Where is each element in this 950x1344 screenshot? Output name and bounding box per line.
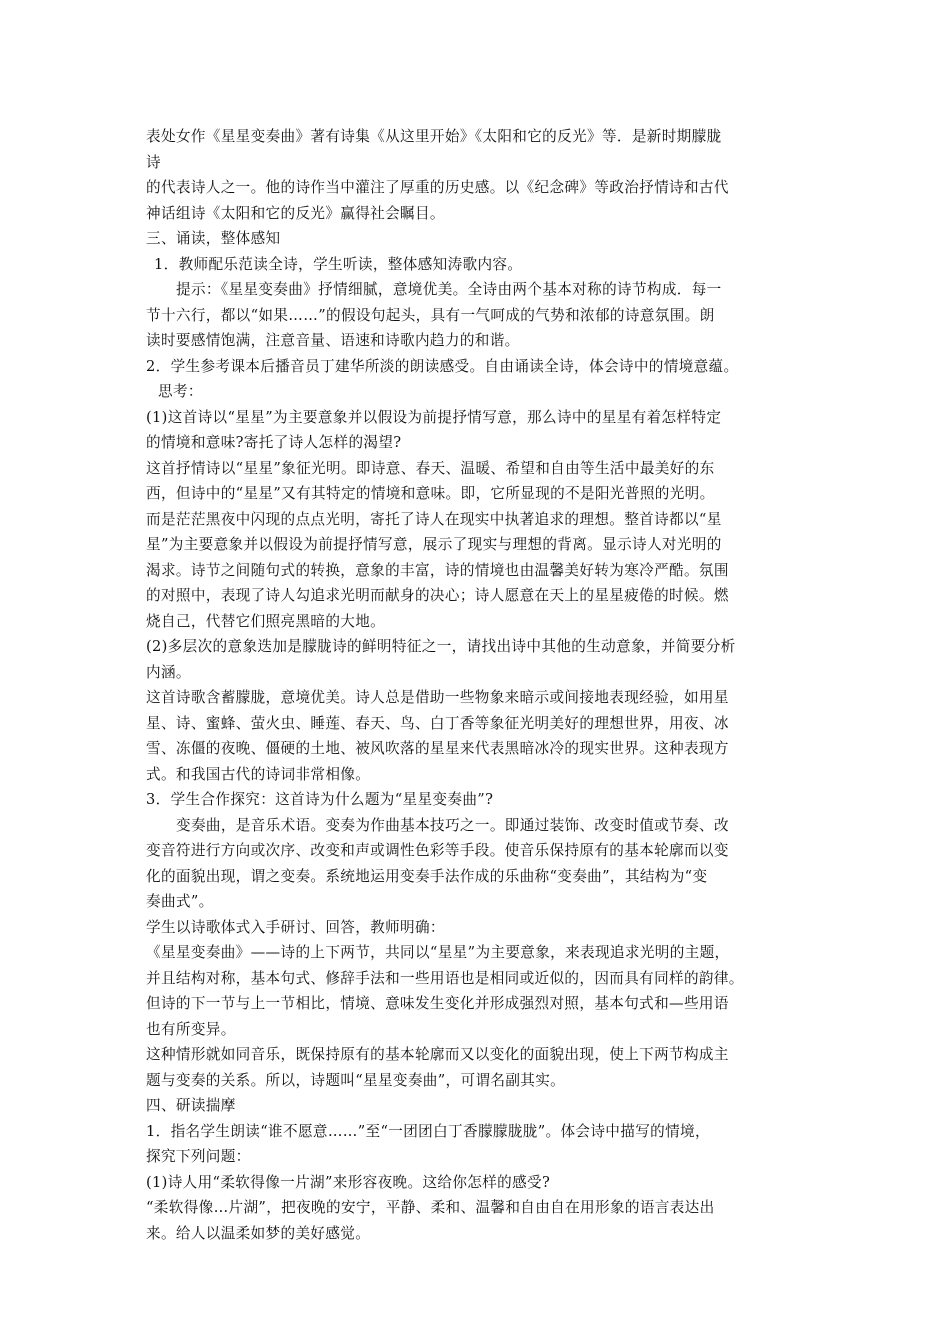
- text-line: “柔软得像…片湖”，把夜晚的安宁，平静、柔和、温馨和自由自在用形象的语言表达出: [146, 1199, 715, 1216]
- text-line: 思考：: [158, 383, 203, 400]
- text-line: 这首诗歌含蓄朦胧，意境优美。诗人总是借助一些物象来暗示或间接地表现经验，如用星: [146, 689, 729, 706]
- text-line: 烧自己，代替它们照亮黑暗的大地。: [146, 612, 386, 630]
- text-line: 渴求。诗节之间随句式的转换，意象的丰富，诗的情境也由温馨美好转为寒冷严酷。氛围: [146, 561, 729, 579]
- text-line: 1．教师配乐范读全诗，学生听读，整体感知涛歌内容。: [154, 255, 523, 273]
- text-line: 化的面貌出现，谓之变奏。系统地运用变奏手法作成的乐曲称“变奏曲”，其结构为“变: [146, 867, 708, 885]
- text-line: 的代表诗人之一。他的诗作当中灌注了厚重的历史感。以《纪念碑》等政治抒情诗和古代: [146, 179, 729, 196]
- text-line: 但诗的下一节与上一节相比，情境、意味发生变化并形成强烈对照，基本句式和—些用语: [146, 995, 729, 1012]
- document-body: [146, 124, 812, 1246]
- text-line: 式。和我国古代的诗词非常相像。: [146, 765, 371, 783]
- text-line: 表处女作《星星变奏曲》著有诗集《从这里开始》《太阳和它的反光》等．是新时期朦胧: [146, 128, 722, 145]
- text-line: 1．指名学生朗读“谁不愿意……”至“一团团白丁香朦朦胧胧”。体会诗中描写的情境，: [146, 1122, 710, 1140]
- text-line: 变音符进行方向或次序、改变和声或调性色彩等手段。使音乐保持原有的基本轮廓而以变: [146, 842, 729, 859]
- text-line: 这首抒情诗以“星星”象征光明。即诗意、春天、温暖、希望和自由等生活中最美好的东: [146, 459, 715, 477]
- text-line: 并且结构对称，基本句式、修辞手法和一些用语也是相同或近似的，因而具有同样的韵律。: [146, 969, 744, 987]
- text-line: 2．学生参考课本后播音员丁建华所淡的朗读感受。自由诵读全诗，体会诗中的情境意蕴。: [146, 357, 739, 375]
- text-line: 而是茫茫黑夜中闪现的点点光明，寄托了诗人在现实中执著追求的理想。整首诗都以“星: [146, 510, 722, 528]
- text-line: 学生以诗歌体式入手研讨、回答，教师明确：: [146, 918, 445, 936]
- text-line: 奏曲式”。: [146, 893, 214, 910]
- text-line: 的情境和意味?寄托了诗人怎样的渴望?: [146, 434, 402, 451]
- text-line: 题与变奏的关系。所以，诗题叫“星星变奏曲”，可谓名副其实。: [146, 1071, 566, 1089]
- text-line: 诗: [146, 153, 161, 171]
- text-line: 星”为主要意象并以假设为前提抒情写意，展示了现实与理想的背离。显示诗人对光明的: [146, 536, 722, 553]
- text-line: (1)诗人用“柔软得像一片湖”来形容夜晚。这给你怎样的感受?: [146, 1173, 551, 1191]
- text-line: 提示：《星星变奏曲》抒情细腻，意境优美。全诗由两个基本对称的诗节构成．每一: [176, 281, 722, 298]
- text-line: 3．学生合作探究：这首诗为什么题为“星星变奏曲”?: [146, 791, 494, 808]
- section-heading: 四、研读揣摩: [146, 1097, 236, 1114]
- section-heading: 三、诵读，整体感知: [146, 230, 281, 247]
- text-line: 也有所变异。: [146, 1020, 236, 1038]
- text-line: 变奏曲，是音乐术语。变奏为作曲基本技巧之一。即通过装饰、改变时值或节奏、改: [176, 816, 729, 834]
- text-line: (1)这首诗以“星星”为主要意象并以假设为前提抒情写意，那么诗中的星星有着怎样特定: [146, 408, 722, 426]
- text-line: 星、诗、蜜蜂、萤火虫、睡莲、春天、鸟、白丁香等象征光明美好的理想世界，用夜、冰: [146, 714, 729, 732]
- text-line: 的对照中，表现了诗人勾追求光明而献身的决心；诗人愿意在天上的星星疲倦的时候。燃: [146, 587, 729, 604]
- text-line: 雪、冻僵的夜晚、僵硬的土地、被风吹落的星星来代表黑暗冰冷的现实世界。这种表现方: [146, 740, 729, 757]
- text-line: 《星星变奏曲》——诗的上下两节，共同以“星星”为主要意象，来表现追求光明的主题，: [146, 944, 730, 961]
- text-line: 西，但诗中的“星星”又有其特定的情境和意味。即，它所显现的不是阳光普照的光明。: [146, 485, 715, 502]
- text-line: (2)多层次的意象迭加是朦胧诗的鲜明特征之一，请找出诗中其他的生动意象，并简要分析: [146, 638, 736, 655]
- text-line: 探究下列问题：: [146, 1148, 251, 1165]
- text-line: 节十六行，都以“如果……”的假设句起头，具有一气呵成的气势和浓郁的诗意氛围。朗: [146, 306, 715, 324]
- text-line: 来。给人以温柔如梦的美好感觉。: [146, 1224, 371, 1242]
- text-line: 这种情形就如同音乐，既保持原有的基本轮廓而又以变化的面貌出现，使上下两节构成主: [146, 1046, 729, 1063]
- text-line: 内涵。: [146, 663, 191, 681]
- text-line: 读时要感情饱满，注意音量、语速和诗歌内趋力的和谐。: [146, 332, 520, 349]
- text-line: 神话组诗《太阳和它的反光》赢得社会瞩目。: [146, 204, 445, 222]
